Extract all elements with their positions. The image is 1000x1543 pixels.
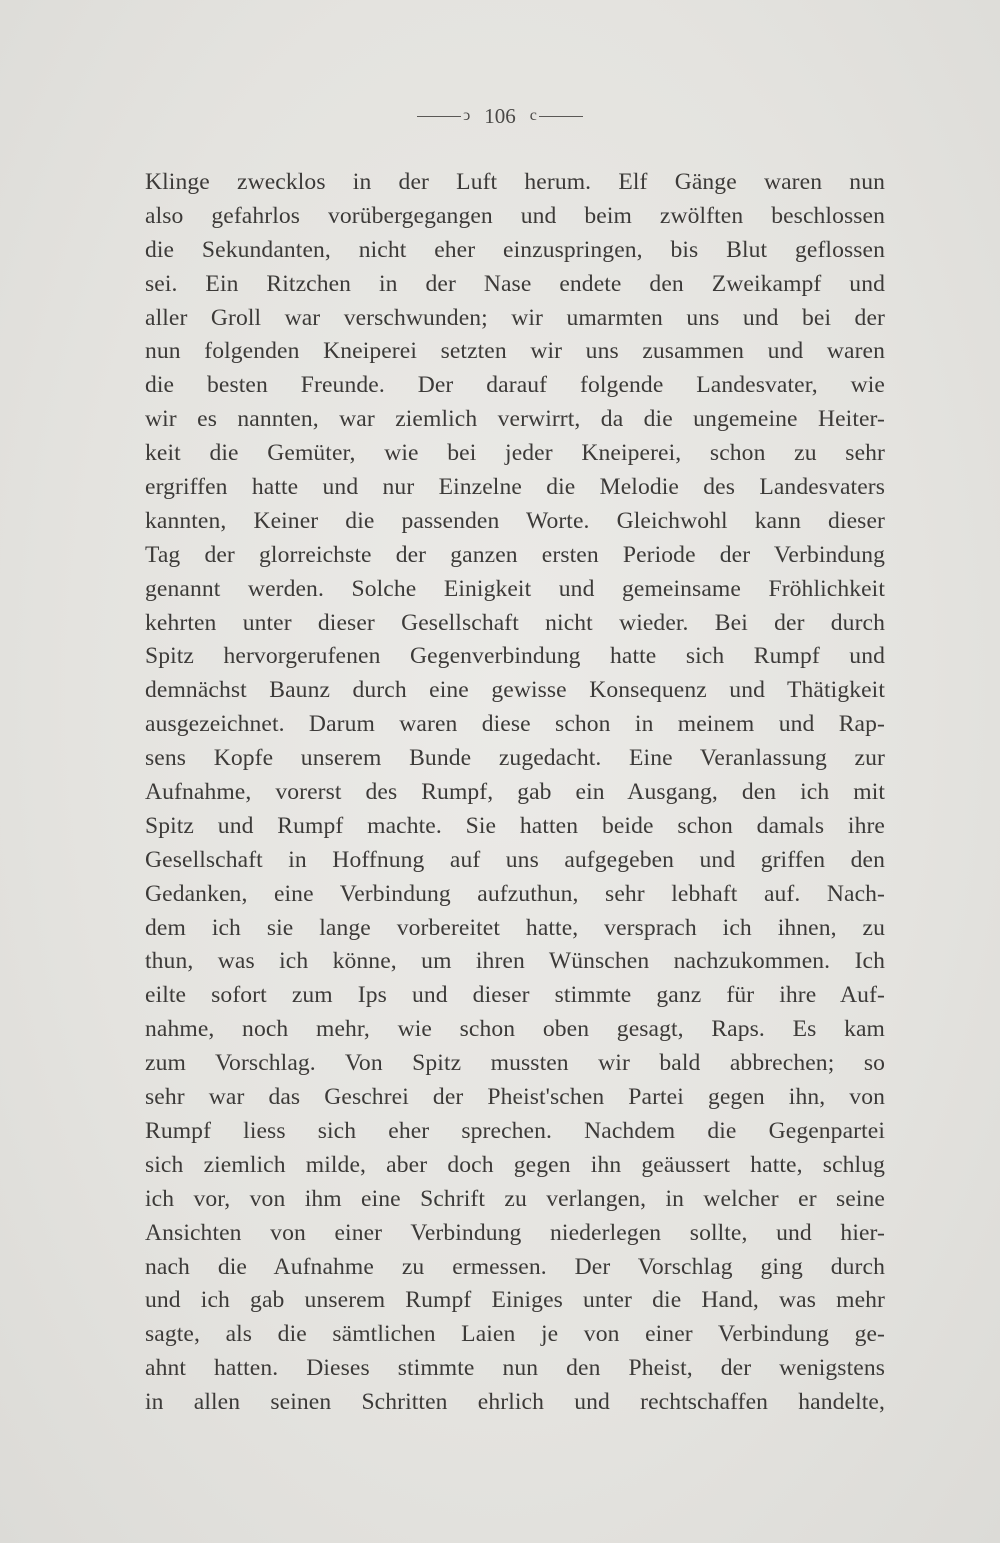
header-rule-right	[539, 116, 583, 117]
page-header	[0, 102, 1000, 129]
text-line: nun folgenden Kneiperei setzten wir uns zusammen und waren	[145, 338, 885, 365]
text-line: wir es nannten, war ziemlich verwirrt, da die ungemeine Heiter-	[145, 406, 885, 433]
text-line: Gedanken, eine Verbindung aufzuthun, sehr lebhaft auf. Nach-	[145, 880, 885, 907]
header-ornament-left: ↄ	[463, 107, 471, 125]
text-line: sei. Ein Ritzchen in der Nase endete den Zweikampf und	[145, 270, 885, 297]
text-line: zum Vorschlag. Von Spitz mussten wir bald abbrechen; so	[145, 1050, 885, 1077]
text-line: sens Kopfe unserem Bunde zugedacht. Eine Veranlassung zur	[145, 745, 885, 772]
text-line: kehrten unter dieser Gesellschaft nicht wieder. Bei der durch	[145, 609, 885, 636]
text-line: Rumpf liess sich eher sprechen. Nachdem die Gegenpartei	[145, 1117, 885, 1144]
text-line: demnächst Baunz durch eine gewisse Konsequenz und Thätigkeit	[145, 677, 885, 704]
text-line: in allen seinen Schritten ehrlich und rechtschaffen handelte,	[145, 1389, 885, 1416]
text-line: dem ich sie lange vorbereitet hatte, versprach ich ihnen, zu	[145, 914, 885, 941]
text-line: ahnt hatten. Dieses stimmte nun den Pheist, der wenigstens	[145, 1355, 885, 1382]
text-line: nahme, noch mehr, wie schon oben gesagt, Raps. Es kam	[145, 1016, 885, 1043]
text-line: ich vor, von ihm eine Schrift zu verlangen, in welcher er seine	[145, 1185, 885, 1212]
body-text	[145, 166, 885, 1420]
text-line: Klinge zwecklos in der Luft herum. Elf Gänge waren nun	[145, 169, 885, 195]
text-line: Aufnahme, vorerst des Rumpf, gab ein Ausgang, den ich mit	[145, 779, 885, 806]
text-line: die Sekundanten, nicht eher einzuspringen, bis Blut geflossen	[145, 236, 885, 263]
text-line: also gefahrlos vorübergegangen und beim zwölften beschlossen	[145, 202, 885, 229]
header-rule-left	[417, 116, 461, 117]
header-ornament-right: c	[529, 107, 537, 125]
text-line: Spitz und Rumpf machte. Sie hatten beide schon damals ihre	[145, 812, 885, 839]
text-line: Gesellschaft in Hoffnung auf uns aufgegeben und griffen den	[145, 846, 885, 873]
text-line: sehr war das Geschrei der Pheist'schen Partei gegen ihn, von	[145, 1084, 885, 1111]
text-line: ergriffen hatte und nur Einzelne die Melodie des Landesvaters	[145, 474, 885, 501]
text-line: und ich gab unserem Rumpf Einiges unter die Hand, was mehr	[145, 1287, 885, 1314]
text-line: Spitz hervorgerufenen Gegenverbindung hatte sich Rumpf und	[145, 643, 885, 670]
text-line: aller Groll war verschwunden; wir umarmten uns und bei der	[145, 304, 885, 331]
text-line: thun, was ich könne, um ihren Wünschen nachzukommen. Ich	[145, 948, 885, 975]
text-line: genannt werden. Solche Einigkeit und gemeinsame Fröhlichkeit	[145, 575, 885, 602]
text-line: die besten Freunde. Der darauf folgende Landesvater, wie	[145, 372, 885, 399]
text-line: Ansichten von einer Verbindung niederlegen sollte, und hier-	[145, 1219, 885, 1246]
text-line: kannten, Keiner die passenden Worte. Gleichwohl kann dieser	[145, 507, 885, 534]
text-line: keit die Gemüter, wie bei jeder Kneiperei, schon zu sehr	[145, 440, 885, 467]
text-line: sich ziemlich milde, aber doch gegen ihn geäussert hatte, schlug	[145, 1151, 885, 1178]
page-number: 106	[484, 103, 516, 128]
text-line: Tag der glorreichste der ganzen ersten Periode der Verbindung	[145, 541, 885, 568]
text-line: sagte, als die sämtlichen Laien je von einer Verbindung ge-	[145, 1321, 885, 1348]
text-line: ausgezeichnet. Darum waren diese schon in meinem und Rap-	[145, 711, 885, 738]
text-line: eilte sofort zum Ips und dieser stimmte ganz für ihre Auf-	[145, 982, 885, 1009]
text-line: nach die Aufnahme zu ermessen. Der Vorschlag ging durch	[145, 1253, 885, 1280]
